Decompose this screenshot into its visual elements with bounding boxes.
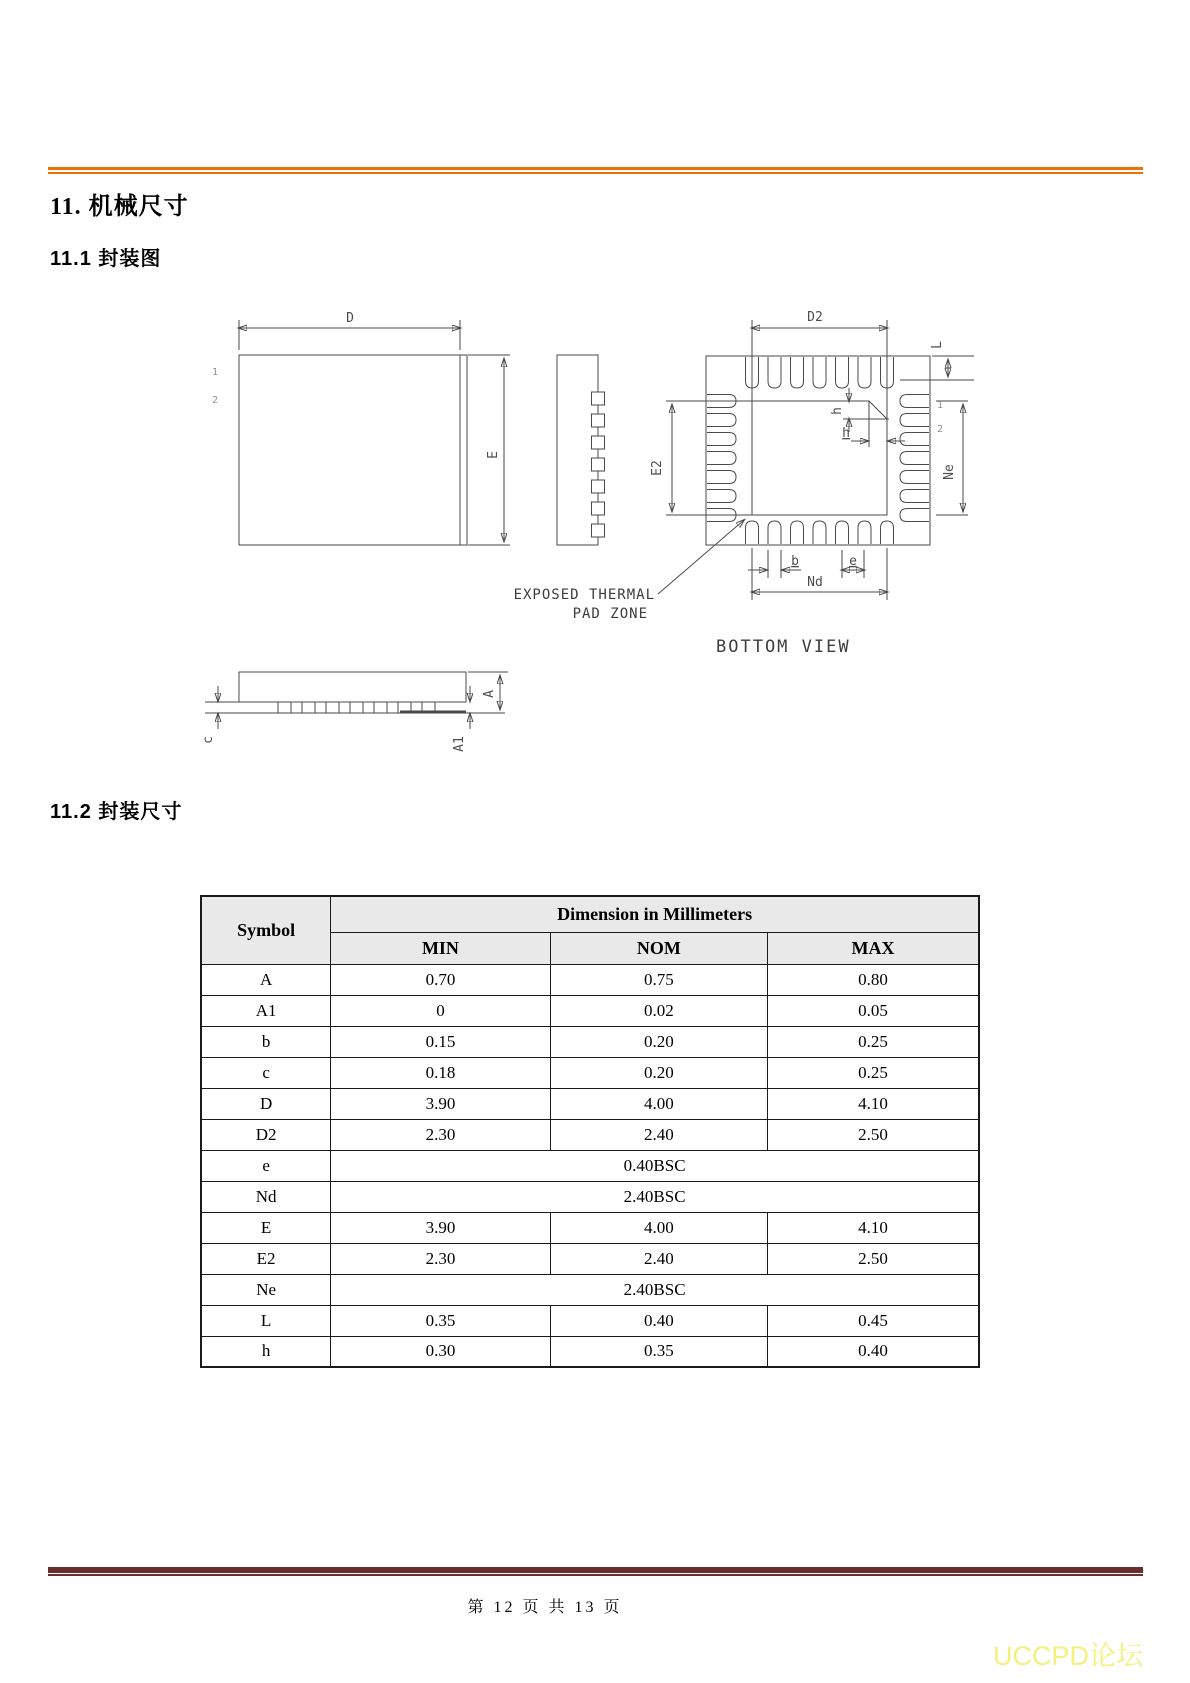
pin-pad (592, 502, 605, 515)
max-cell: 0.80 (768, 964, 979, 995)
pad (768, 357, 781, 388)
symbol-cell: Nd (201, 1181, 331, 1212)
dimension-row (201, 1026, 979, 1057)
dim-label-Ne: Ne (942, 464, 957, 480)
subsection-package-dimensions-title: 11.2 封装尺寸 (50, 801, 183, 823)
bottom-view-pin1-label: 1 (937, 400, 944, 411)
dim-label-E: E (486, 451, 501, 459)
pad (791, 521, 804, 544)
pad (858, 521, 871, 544)
pad (900, 509, 929, 522)
page-indicator: 第 12 页 共 13 页 (467, 1599, 623, 1616)
bottom-view-pin2-label: 2 (937, 424, 944, 435)
min-cell: 3.90 (331, 1088, 550, 1119)
min-cell: 0.18 (331, 1057, 550, 1088)
nom-cell: 4.00 (550, 1088, 767, 1119)
nom-cell: 4.00 (550, 1212, 767, 1243)
symbol-cell: h (201, 1336, 331, 1367)
column-header-min: MIN (331, 932, 550, 964)
pad (746, 521, 759, 544)
section-title: 11. 机械尺寸 (50, 194, 189, 220)
dim-label-c: c (201, 736, 216, 744)
dim-label-Nd: Nd (807, 575, 823, 590)
pin-pad (592, 436, 605, 449)
pad (813, 521, 826, 544)
min-cell: 2.30 (331, 1243, 550, 1274)
min-cell: 0.30 (331, 1336, 550, 1367)
pad (900, 490, 929, 503)
dim-label-D: D (346, 311, 354, 326)
dimension-row (201, 1057, 979, 1088)
pad (813, 357, 826, 388)
max-cell: 4.10 (768, 1088, 979, 1119)
max-cell: 2.50 (768, 1243, 979, 1274)
dimension-row (201, 1243, 979, 1274)
pin-pad (326, 702, 339, 713)
dimension-row (201, 1212, 979, 1243)
nom-cell: 0.75 (550, 964, 767, 995)
pad (900, 433, 929, 446)
pad (900, 395, 929, 408)
dimension-row (201, 1181, 979, 1212)
pad (881, 521, 894, 544)
max-cell: 0.25 (768, 1026, 979, 1057)
symbol-cell: b (201, 1026, 331, 1057)
dimension-row (201, 1305, 979, 1336)
symbol-cell: e (201, 1150, 331, 1181)
min-cell: 3.90 (331, 1212, 550, 1243)
pad (836, 357, 849, 388)
symbol-cell: A (201, 964, 331, 995)
pad (707, 490, 736, 503)
span-value-cell: 2.40BSC (331, 1274, 979, 1305)
dim-label-A: A (482, 690, 497, 698)
pin-pad (592, 458, 605, 471)
dim-label-D2: D2 (807, 310, 823, 325)
exposed-pad (752, 401, 887, 515)
symbol-cell: Ne (201, 1274, 331, 1305)
bottom-view-caption: BOTTOM VIEW (716, 637, 851, 657)
symbol-cell: c (201, 1057, 331, 1088)
span-value-cell: 0.40BSC (331, 1150, 979, 1181)
symbol-cell: A1 (201, 995, 331, 1026)
dim-label-b: b (791, 554, 799, 569)
symbol-cell: E (201, 1212, 331, 1243)
pad (858, 357, 871, 388)
pin-pad (374, 702, 387, 713)
pad (707, 414, 736, 427)
max-cell: 4.10 (768, 1212, 979, 1243)
symbol-cell: L (201, 1305, 331, 1336)
top-view (212, 311, 510, 545)
footer-rule (48, 1567, 1143, 1576)
dimension-row (201, 1088, 979, 1119)
max-cell: 2.50 (768, 1119, 979, 1150)
pin-pad (592, 392, 605, 405)
side-view (557, 355, 605, 545)
min-cell: 0.70 (331, 964, 550, 995)
column-header-max: MAX (768, 932, 979, 964)
pin-pad (350, 702, 363, 713)
pad (836, 521, 849, 544)
pad (900, 452, 929, 465)
symbol-cell: D2 (201, 1119, 331, 1150)
dimension-row (201, 964, 979, 995)
nom-cell: 0.20 (550, 1026, 767, 1057)
dimension-row (201, 1150, 979, 1181)
column-header-nom: NOM (550, 932, 767, 964)
min-cell: 2.30 (331, 1119, 550, 1150)
exposed-pad-note-line1: EXPOSED THERMAL (513, 587, 655, 603)
min-cell: 0 (331, 995, 550, 1026)
max-cell: 0.05 (768, 995, 979, 1026)
nom-cell: 0.35 (550, 1336, 767, 1367)
dimension-row (201, 1336, 979, 1367)
nom-cell: 0.40 (550, 1305, 767, 1336)
dim-label-A1: A1 (452, 736, 467, 752)
min-cell: 0.35 (331, 1305, 550, 1336)
dimension-row (201, 995, 979, 1026)
nom-cell: 2.40 (550, 1119, 767, 1150)
column-header-symbol: Symbol (201, 896, 331, 964)
pin-pad (592, 480, 605, 493)
watermark: UCCPD论坛 (993, 1641, 1144, 1671)
dim-label-h-vertical: h (830, 407, 845, 415)
pad (900, 471, 929, 484)
symbol-cell: D (201, 1088, 331, 1119)
dim-label-L: L (930, 341, 945, 349)
package-dimensions-table (200, 895, 980, 1368)
column-header-dimension-group: Dimension in Millimeters (331, 896, 979, 932)
pad (791, 357, 804, 388)
max-cell: 0.45 (768, 1305, 979, 1336)
pin-pad (592, 524, 605, 537)
pad (707, 433, 736, 446)
dimension-row (201, 1119, 979, 1150)
dim-label-h-horizontal: h (842, 426, 850, 441)
pad (707, 471, 736, 484)
pad (707, 452, 736, 465)
pin-pad (592, 414, 605, 427)
max-cell: 0.25 (768, 1057, 979, 1088)
pad (768, 521, 781, 544)
nom-cell: 2.40 (550, 1243, 767, 1274)
pad (900, 414, 929, 427)
symbol-cell: E2 (201, 1243, 331, 1274)
pin-pad (278, 702, 291, 713)
subsection-package-outline-title: 11.1 封装图 (50, 248, 162, 270)
dim-label-E2: E2 (650, 460, 665, 476)
min-cell: 0.15 (331, 1026, 550, 1057)
package-drawing (0, 0, 1190, 770)
exposed-pad-note-line2: PAD ZONE (572, 606, 648, 622)
pin2-label: 2 (212, 395, 219, 406)
max-cell: 0.40 (768, 1336, 979, 1367)
span-value-cell: 2.40BSC (331, 1181, 979, 1212)
nom-cell: 0.20 (550, 1057, 767, 1088)
nom-cell: 0.02 (550, 995, 767, 1026)
dim-label-e-pitch: e (849, 554, 857, 569)
pin1-label: 1 (212, 367, 219, 378)
side-view-pins (592, 392, 605, 537)
pin-pad (302, 702, 315, 713)
bottom-view (514, 310, 974, 657)
dimension-row (201, 1274, 979, 1305)
cross-section-view (201, 672, 508, 752)
